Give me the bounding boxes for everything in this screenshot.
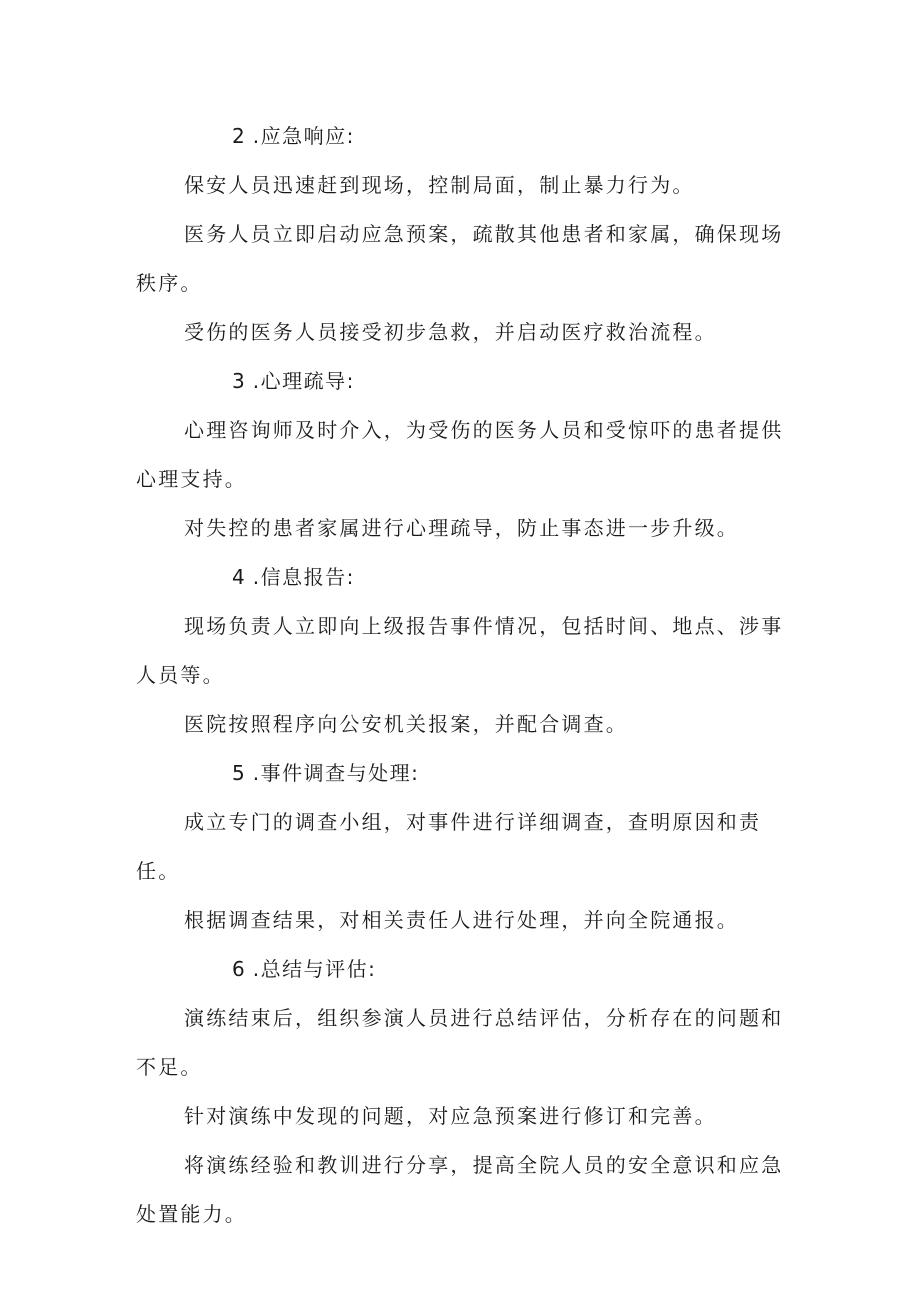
section-number: 3: [232, 369, 245, 393]
section-heading-3: [136, 357, 796, 406]
section-title: .事件调查与处理:: [252, 761, 420, 785]
paragraph: 将演练经验和教训进行分享，提高全院人员的安全意识和应急处置能力。: [136, 1153, 784, 1226]
paragraph: 对失控的患者家属进行心理疏导，防止事态进一步升级。: [184, 516, 739, 540]
document-body: [136, 112, 796, 1239]
section-number: 2: [232, 124, 245, 148]
section-heading-6: [136, 945, 796, 994]
section-heading-5: [136, 749, 796, 798]
paragraph: 现场负责人立即向上级报告事件情况，包括时间、地点、涉事人员等。: [136, 614, 784, 687]
paragraph: 保安人员迅速赶到现场，控制局面，制止暴力行为。: [184, 173, 695, 197]
paragraph: 医院按照程序向公安机关报案，并配合调查。: [184, 712, 628, 736]
paragraph: 心理咨询师及时介入，为受伤的医务人员和受惊吓的患者提供心理支持。: [136, 418, 784, 491]
paragraph: 针对演练中发现的问题，对应急预案进行修订和完善。: [184, 1104, 717, 1128]
section-number: 5: [232, 761, 245, 785]
paragraph: 受伤的医务人员接受初步急救，并启动医疗救治流程。: [184, 320, 717, 344]
section-title: .心理疏导:: [252, 369, 355, 393]
section-title: .应急响应:: [252, 124, 355, 148]
section-number: 4: [232, 565, 245, 589]
section-number: 6: [232, 957, 245, 981]
paragraph: 演练结束后，组织参演人员进行总结评估，分析存在的问题和不足。: [136, 1006, 784, 1079]
paragraph: 根据调查结果，对相关责任人进行处理，并向全院通报。: [184, 908, 739, 932]
section-heading-2: [136, 112, 796, 161]
section-heading-4: [136, 553, 796, 602]
section-title: .总结与评估:: [252, 957, 377, 981]
paragraph: 医务人员立即启动应急预案，疏散其他患者和家属，确保现场秩序。: [136, 222, 784, 295]
section-title: .信息报告:: [252, 565, 355, 589]
paragraph: 成立专门的调查小组，对事件进行详细调查，查明原因和责任。: [136, 810, 762, 883]
